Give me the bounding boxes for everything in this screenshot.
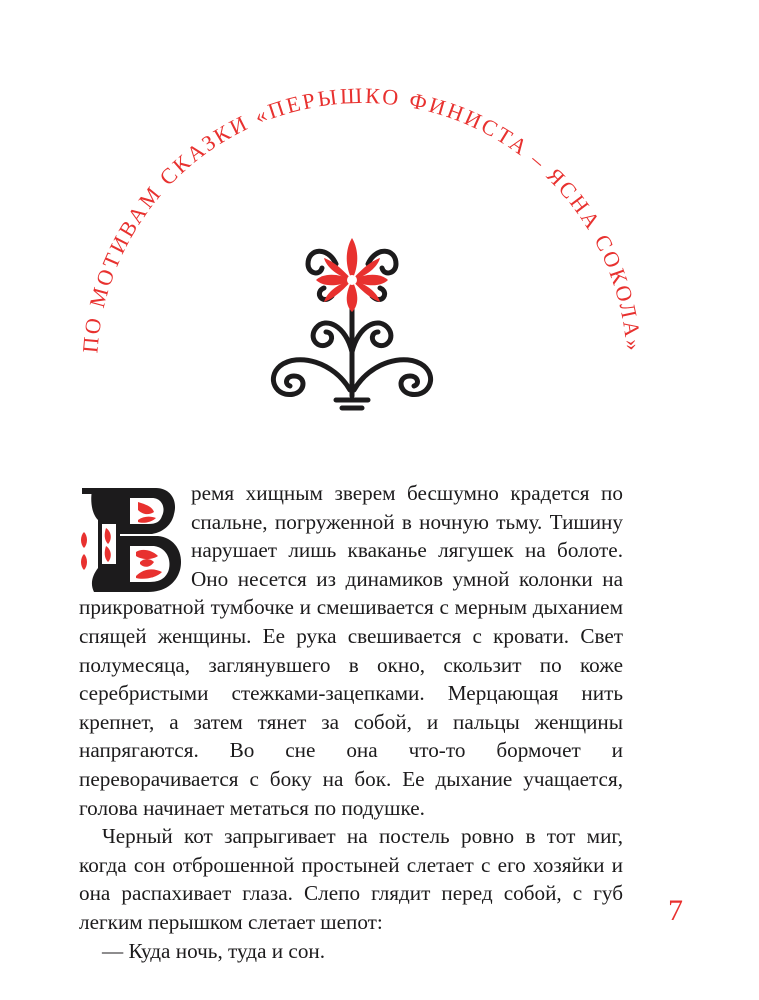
paragraph-3: — Куда ночь, туда и сон. — [102, 938, 326, 963]
svg-text:В: В — [78, 484, 79, 485]
paragraph-2: Черный кот запрыгивает на постель ровно в тот миг, когда сон отброшенной простыней слетает с его хозяйки и она распахивает глаза. Слепо глядит перед собой, с губ легким перышком слетает шепот: — [79, 824, 623, 934]
story-text — [79, 479, 623, 965]
arc-title-text: ПО МОТИВАМ СКАЗКИ «ПЕРЫШКО ФИНИСТА – ЯСНА СОКОЛА» — [77, 82, 647, 354]
page-number: 7 — [668, 894, 683, 927]
flower-ornament-icon — [266, 234, 438, 416]
paragraph-1: ремя хищным зверем бесшумно крадется по спальне, погруженной в ночную тьму. Тишину нарушает лишь кваканье лягушек на болоте. Оно несется из динамиков умной колонки на прикроватной тумбочке и смешивается с мерным дыханием спящей женщины. Ее рука свешивается с кровати. Свет полумесяца, заглянувшего в окно, скользит по коже серебристыми стежками-зацепками. Мерцающая нить крепнет, а затем тянет за собой, и пальцы женщины напрягаются. Во сне она что-то бормочет и переворачивается с боку на бок. Ее дыхание учащается, голова начинает метаться по подушке. — [79, 481, 623, 820]
